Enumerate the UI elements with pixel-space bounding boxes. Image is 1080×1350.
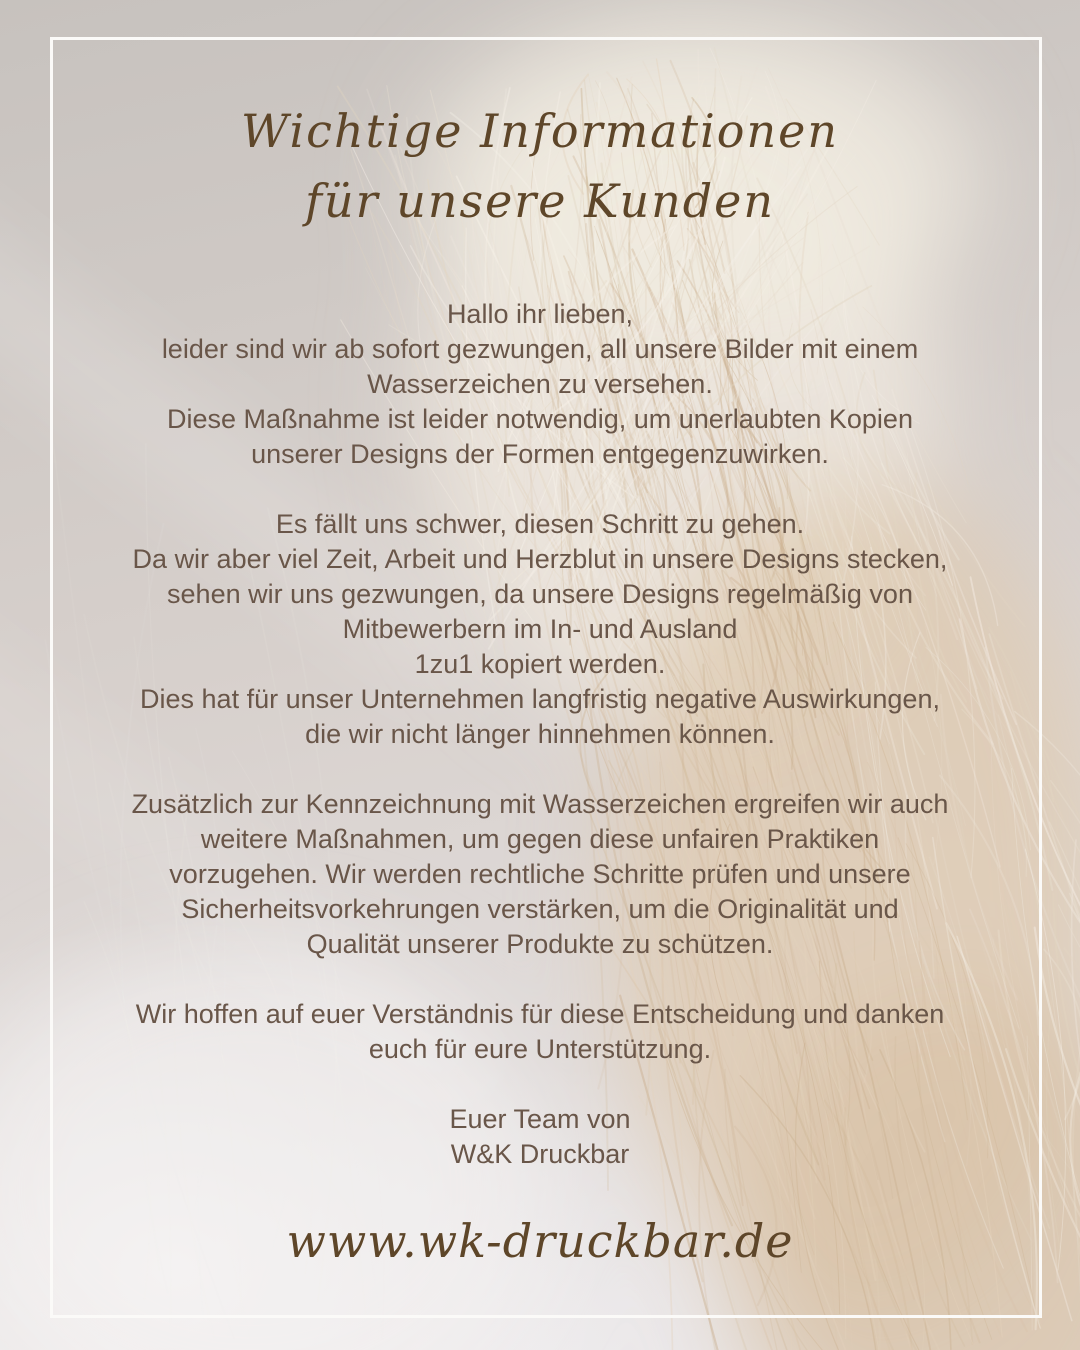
body-line: Zusätzlich zur Kennzeichnung mit Wasserzeichen ergreifen wir auch [131,789,949,819]
body-line: die wir nicht länger hinnehmen können. [305,719,775,749]
body-line: Dies hat für unser Unternehmen langfristig negative Auswirkungen, [140,684,940,714]
body-line: unserer Designs der Formen entgegenzuwirken. [251,439,829,469]
title-line-1: Wichtige Informationen [241,104,839,158]
body-line: Es fällt uns schwer, diesen Schritt zu gehen. [275,509,805,539]
website-footer [0,1208,1080,1274]
paragraph-intro [0,297,1080,472]
signature-line-1: Euer Team von [449,1104,631,1134]
body-line: Diese Maßnahme ist leider notwendig, um unerlaubten Kopien [167,404,913,434]
paragraph-reason [0,507,1080,752]
body-line: Da wir aber viel Zeit, Arbeit und Herzblut in unsere Designs stecken, [132,544,948,574]
paragraph-thanks [0,997,1080,1067]
body-line: weitere Maßnahmen, um gegen diese unfairen Praktiken [200,824,880,854]
website-url: www.wk-druckbar.de [286,1214,794,1268]
body-line: 1zu1 kopiert werden. [414,649,666,679]
body-line: Qualität unserer Produkte zu schützen. [306,929,774,959]
body-line: Hallo ihr lieben, [446,299,634,329]
paragraph-measures [0,787,1080,962]
title-line-2: für unsere Kunden [304,174,776,228]
signature-line-2: W&K Druckbar [450,1139,630,1169]
body-line: Sicherheitsvorkehrungen verstärken, um die Originalität und [181,894,899,924]
body-line: leider sind wir ab sofort gezwungen, all unsere Bilder mit einem [161,334,919,364]
body-line: Wasserzeichen zu versehen. [367,369,713,399]
signature [0,1102,1080,1172]
announcement-title [0,96,1080,236]
announcement-body [0,297,1080,1207]
body-line: Wir hoffen auf euer Verständnis für diese Entscheidung und danken [135,999,945,1029]
body-line: sehen wir uns gezwungen, da unsere Designs regelmäßig von [167,579,913,609]
body-line: vorzugehen. Wir werden rechtliche Schritte prüfen und unsere [169,859,911,889]
body-line: euch für eure Unterstützung. [368,1034,712,1064]
body-line: Mitbewerbern im In- und Ausland [342,614,738,644]
